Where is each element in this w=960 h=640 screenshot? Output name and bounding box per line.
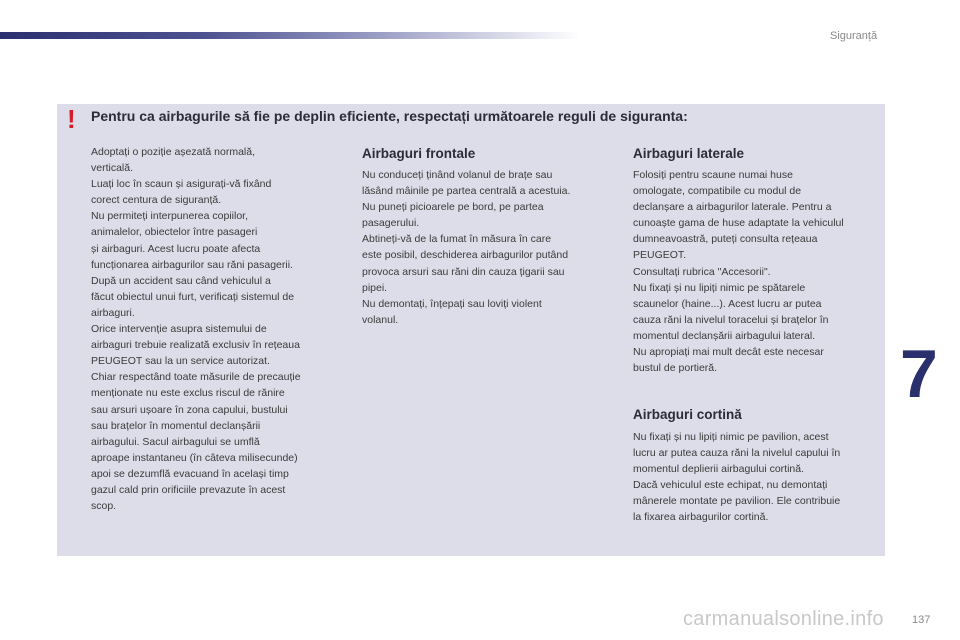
- text-line: cunoaște gama de huse adaptate la vehiculul: [633, 217, 844, 230]
- watermark: carmanualsonline.info: [683, 608, 884, 630]
- text-line: Nu fixați și nu lipiți nimic pe spătarele: [633, 281, 806, 294]
- text-line: pipei.: [362, 281, 388, 294]
- curtain-airbags-title: Airbaguri cortină: [633, 407, 742, 422]
- text-line: Folosiți pentru scaune numai huse: [633, 169, 793, 181]
- text-line: provoca arsuri sau răni din cauza țigarii sau: [362, 265, 565, 278]
- text-line: volanul.: [362, 313, 399, 326]
- text-line: cauza răni la nivelul toracelui și brațelor în: [633, 313, 829, 326]
- page-number: 137: [912, 614, 931, 626]
- text-line: airbaguri trebuie realizată exclusiv în rețeaua: [91, 339, 300, 352]
- text-line: Orice intervenție asupra sistemului de: [91, 323, 267, 336]
- text-line: După un accident sau când vehiculul a: [91, 274, 271, 287]
- exclamation-icon: !: [67, 104, 76, 134]
- text-line: Nu demontați, înțepați sau loviți violent: [362, 297, 542, 310]
- text-line: verticală.: [91, 162, 134, 175]
- frontal-airbags-title: Airbaguri frontale: [362, 146, 476, 161]
- chapter-number: 7: [900, 336, 938, 412]
- text-line: PEUGEOT sau la un service autorizat.: [91, 355, 270, 368]
- text-line: lucru ar putea cauza răni la nivelul capului în: [633, 447, 841, 460]
- text-line: la fixarea airbagurilor cortină.: [633, 511, 769, 524]
- text-line: bustul de portieră.: [633, 362, 718, 375]
- text-line: Nu apropiați mai mult decât este necesar: [633, 346, 824, 359]
- text-line: PEUGEOT.: [633, 249, 687, 262]
- text-line: funcționarea airbagurilor sau răni pasagerii.: [91, 258, 293, 271]
- text-line: apoi se dezumflă evacuand în același timp: [91, 467, 289, 480]
- text-line: Nu puneți picioarele pe bord, pe partea: [362, 201, 544, 214]
- text-line: este posibil, deschiderea airbagurilor putând: [362, 249, 569, 262]
- lateral-airbags-text: [633, 167, 883, 376]
- text-line: airbaguri.: [91, 306, 135, 319]
- text-line: Nu conduceți ținând volanul de brațe sau: [362, 169, 553, 181]
- text-line: lăsând mâinile pe partea centrală a acestuia.: [362, 185, 571, 198]
- text-line: Chiar respectând toate măsurile de precauție: [91, 371, 301, 384]
- text-line: momentul declanșării airbagului lateral.: [633, 329, 816, 342]
- text-line: scop.: [91, 500, 117, 513]
- text-line: Dacă vehiculul este echipat, nu demontați: [633, 479, 828, 492]
- text-line: sau arsuri ușoare în zona capului, bustului: [91, 403, 288, 416]
- text-line: Abtineți-vă de la fumat în măsura în care: [362, 233, 552, 246]
- frontal-airbags-text: [362, 167, 617, 328]
- text-line: omologate, compatibile cu modul de: [633, 185, 802, 198]
- text-line: menționate nu este exclus riscul de rănire: [91, 387, 285, 400]
- text-line: Nu permiteți interpunerea copiilor,: [91, 210, 248, 223]
- text-line: dumneavoastră, puteți consulta rețeaua: [633, 233, 818, 246]
- warning-heading: Pentru ca airbagurile să fie pe deplin eficiente, respectați următoarele reguli de siguranta:: [91, 108, 688, 124]
- curtain-airbags-text: [633, 429, 883, 526]
- lateral-airbags-title: Airbaguri laterale: [633, 146, 745, 161]
- intro-text: [91, 144, 346, 514]
- text-line: animalelor, obiectelor între pasageri: [91, 226, 258, 239]
- text-line: și airbaguri. Acest lucru poate afecta: [91, 242, 261, 255]
- text-line: făcut obiectul unui furt, verificați sistemul de: [91, 290, 295, 303]
- text-line: Adoptați o poziție așezată normală,: [91, 146, 256, 158]
- text-line: gazul cald prin orificiile prevazute în acest: [91, 483, 286, 496]
- text-line: sau brațelor în momentul declanșării: [91, 419, 261, 432]
- text-line: mânerele montate pe pavilion. Ele contribuie: [633, 495, 841, 508]
- text-line: airbagului. Sacul airbagului se umflă: [91, 435, 260, 448]
- text-line: Luați loc în scaun și asigurați-vă fixând: [91, 178, 272, 191]
- text-line: corect centura de siguranță.: [91, 194, 222, 207]
- section-title: Siguranță: [830, 30, 878, 42]
- text-line: aproape instantaneu (în câteva milisecunde): [91, 451, 298, 464]
- text-line: pasagerului.: [362, 217, 420, 230]
- text-line: Nu fixați și nu lipiți nimic pe pavilion, acest: [633, 431, 829, 443]
- text-line: scaunelor (haine...). Acest lucru ar putea: [633, 297, 822, 310]
- text-line: momentul deplierii airbagului cortină.: [633, 463, 805, 476]
- text-line: declanșare a airbagurilor laterale. Pentru a: [633, 201, 832, 214]
- header-gradient-bar: [0, 32, 580, 39]
- text-line: Consultați rubrica "Accesorii".: [633, 265, 771, 278]
